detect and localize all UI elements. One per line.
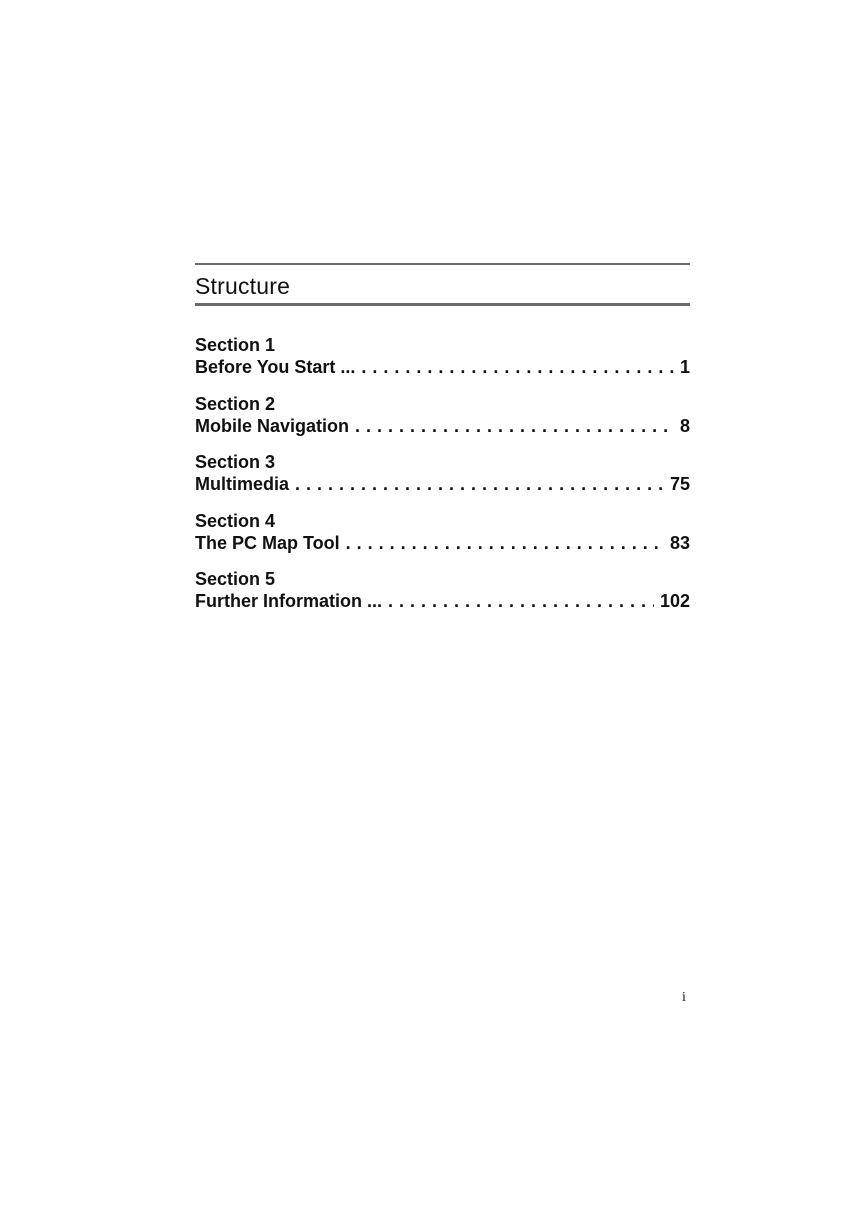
dot-leader <box>361 356 674 378</box>
dot-leader <box>388 590 654 612</box>
toc-entry-title: The PC Map Tool <box>195 532 340 553</box>
toc-entry-line <box>195 415 690 437</box>
section-label: Section 3 <box>195 452 276 472</box>
toc-entry-section-5[interactable] <box>195 568 690 627</box>
dot-leader <box>295 473 664 495</box>
toc-page-number: 83 <box>669 532 690 553</box>
dot-leader <box>355 415 674 437</box>
toc-entry-line <box>195 590 690 612</box>
toc-entry-section-4[interactable] <box>195 510 690 569</box>
toc-entry-title: Further Information ... <box>195 591 382 611</box>
toc-entry-title: Multimedia <box>195 474 290 494</box>
toc-entry-section-3[interactable] <box>195 451 690 510</box>
dot-leader <box>346 532 664 554</box>
page-folio: i <box>682 990 686 1005</box>
toc-entry-title: Mobile Navigation <box>195 415 350 436</box>
toc-entry-title: Before You Start ... <box>195 357 356 377</box>
toc-page-number: 1 <box>679 357 690 377</box>
toc-page-number: 8 <box>679 415 690 436</box>
section-label: Section 4 <box>195 510 276 531</box>
toc-page-number: 102 <box>659 591 690 611</box>
bottom-rule <box>195 303 690 306</box>
page-title: Structure <box>195 273 291 299</box>
toc-entry-section-1[interactable] <box>195 334 690 393</box>
toc-entry-section-2[interactable] <box>195 393 690 452</box>
section-label: Section 5 <box>195 569 276 589</box>
toc-entry-line <box>195 473 690 495</box>
section-label: Section 2 <box>195 393 276 414</box>
toc-entry-line <box>195 356 690 378</box>
toc-entry-line <box>195 532 690 554</box>
top-rule <box>195 263 690 265</box>
table-of-contents <box>195 334 690 627</box>
toc-page-number: 75 <box>669 474 690 494</box>
section-label: Section 1 <box>195 335 276 355</box>
